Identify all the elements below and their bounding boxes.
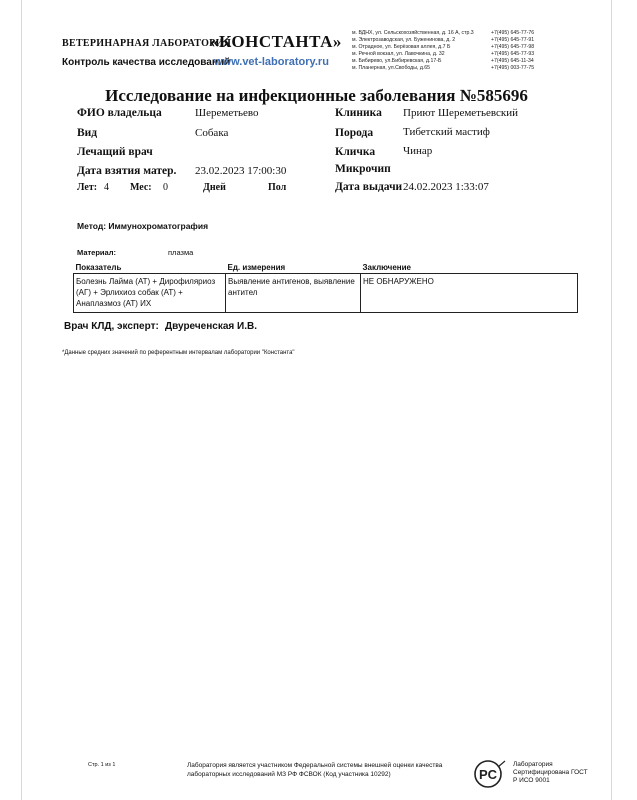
issue-date-label: Дата выдачи [335,181,403,193]
table-header-row [74,261,578,274]
column-header: Заключение [361,261,578,274]
lab-website-link[interactable]: www.vet-laboratory.ru [214,56,329,68]
conclusion-cell: НЕ ОБНАРУЖЕНО [361,274,578,313]
lab-subtitle: Контроль качества исследований [62,57,231,68]
species-value: Собака [195,127,229,139]
age-years-label: Лет: [77,182,98,193]
fsvok-notice: Лаборатория является участником Федеральной системы внешней оценки качества лабораторных исследований МЗ РФ ФСВОК (Код участника 10292) [187,762,443,778]
branch-phone: +7(495) 645-11-34 [491,58,534,64]
page-counter: Стр. 1 из 1 [88,762,116,768]
owner-value: Шереметьево [195,107,259,119]
table-row [74,274,578,313]
branch-phone: +7(495) 003-77-75 [491,65,535,71]
species-label: Вид [77,127,98,139]
branch-address: м. ВДНХ, ул. Сельскохозяйственная, д. 16 А, стр.3 [352,30,474,36]
clinic-value: Приют Шереметьевский [403,107,519,119]
branch-phone: +7(495) 645-77-91 [491,37,535,43]
branch-phone: +7(495) 645-77-93 [491,51,535,57]
column-header: Показатель [74,261,226,274]
footnote: *Данные средних значений по референтным интервалам лаборатории "Константа" [62,350,295,356]
test-method: Метод: Иммунохроматография [77,221,209,231]
owner-label: ФИО владельца [77,107,162,119]
branch-address: м. Планерная, ул.Свободы, д.65 [352,65,431,71]
branch-address: м. Отрадное, ул. Берёзовая аллея, д.7 Б [352,44,451,50]
breed-label: Порода [335,127,374,139]
breed-value: Тибетский мастиф [403,126,490,138]
sex-label: Пол [268,182,287,193]
age-months-label: Мес: [130,182,152,193]
age-months-value: 0 [163,182,168,193]
material-value: плазма [168,248,194,257]
report-page [21,0,612,800]
certification-text: Лаборатория Сертифицирована ГОСТ Р ИСО 9001 [513,761,588,784]
issue-date-value: 24.02.2023 1:33:07 [403,181,489,193]
branch-address: м. Бибирево, ул.Бибиревская, д.17-Б [352,58,442,64]
results-table [73,261,578,313]
sample-date-label: Дата взятия матер. [77,165,177,177]
branch-phone: +7(495) 645-77-98 [491,44,535,50]
pet-name-value: Чинар [403,145,433,157]
microchip-label: Микрочип [335,163,391,175]
rostest-seal-icon [473,759,507,789]
clinic-label: Клиника [335,107,382,119]
pet-name-label: Кличка [335,146,376,158]
material-label: Материал: [77,248,116,257]
branch-phone: +7(495) 645-77-76 [491,30,535,36]
lab-brand: «КОНСТАНТА» [210,32,342,51]
report-title: Исследование на инфекционные заболевания №585696 [105,86,528,105]
lab-name: ВЕТЕРИНАРНАЯ ЛАБОРАТОРИЯ [62,38,232,49]
branch-address: м. Речной вокзал, ул. Лавочкина, д. 32 [352,51,445,57]
attending-doctor-label: Лечащий врач [77,146,153,158]
age-days-label: Дней [203,182,226,193]
branch-address: м. Электрозаводская, ул. Буженинова, д. 2 [352,37,456,43]
certification-logo [473,759,507,789]
seal-letters: PC [478,767,498,782]
sample-date-value: 23.02.2023 17:00:30 [195,165,287,177]
expert-label: Врач КЛД, эксперт: [64,321,159,332]
age-years-value: 4 [104,182,109,193]
indicator-cell: Болезнь Лайма (АТ) + Дирофиляриоз (АГ) + Эрлихиоз собак (АТ) + Анаплазмоз (АТ) ИХ [74,274,226,313]
expert-name: Двуреченская И.В. [165,321,257,332]
column-header: Ед. измерения [226,261,361,274]
unit-cell: Выявление антигенов, выявление антител [226,274,361,313]
